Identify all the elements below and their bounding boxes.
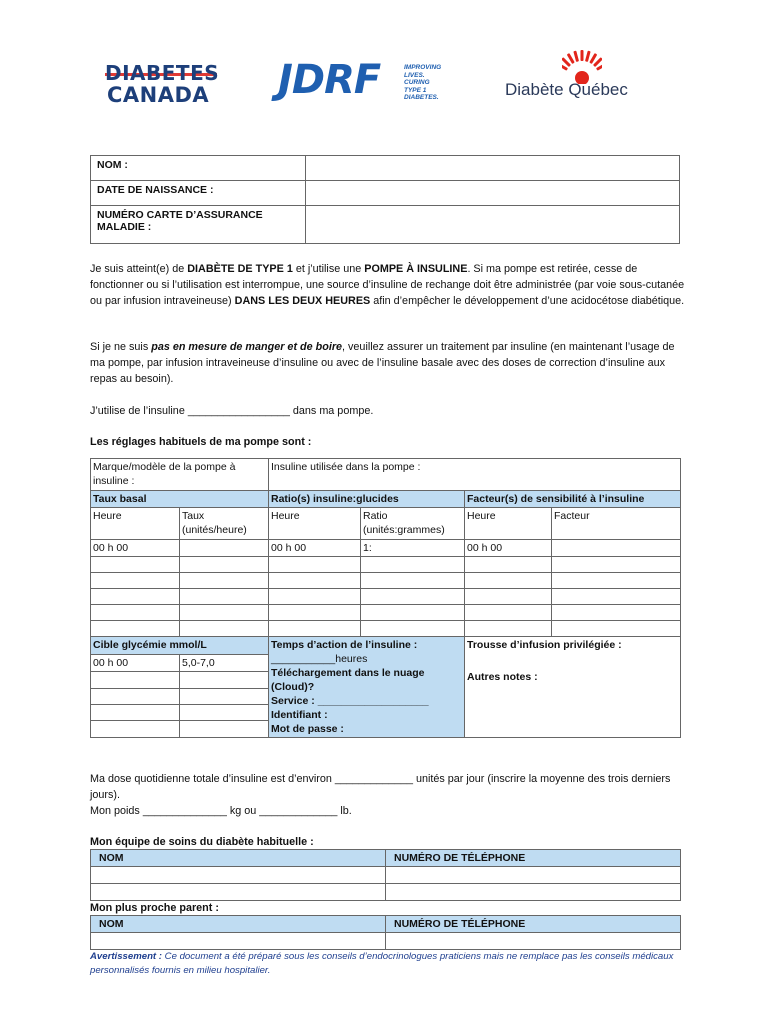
- jdrf-tagline: IMPROVING LIVES. CURING TYPE 1 DIABETES.: [404, 64, 442, 102]
- settings-heading: Les réglages habituels de ma pompe sont :: [90, 436, 312, 448]
- target-hour-cell[interactable]: [91, 721, 180, 738]
- sensitivity-hour-cell[interactable]: [465, 573, 552, 589]
- pump-settings-table: [90, 458, 681, 738]
- table-row: [91, 605, 681, 621]
- basal-hour-cell[interactable]: [91, 605, 180, 621]
- diabetes-canada-word-1: DIABETES: [105, 61, 220, 85]
- basal-hour-cell[interactable]: [91, 621, 180, 637]
- team-phone-cell[interactable]: [386, 884, 681, 901]
- treatment-paragraph: Si je ne suis pas en mesure de manger et de boire, veuillez assurer un traitement par insuline (en maintenant l’usage de ma pompe, par infusion intraveineuse d’insuline ou avec de l’insuline basale avec des doses de correction d’insuline aux repas au besoin).: [90, 341, 675, 385]
- ratio-value-cell[interactable]: [361, 605, 465, 621]
- team-name-cell[interactable]: [91, 867, 386, 884]
- warning-note: Avertissement : Ce document a été préparé sous les conseils d’endocrinologues praticiens mais ne remplace pas les conseils médicaux personnalisés fournis en milieu hospitalier.: [90, 951, 674, 976]
- ratio-hour-cell[interactable]: [269, 589, 361, 605]
- next-of-kin-table: [90, 915, 681, 950]
- dob-field[interactable]: [306, 181, 680, 206]
- target-value-cell[interactable]: [180, 688, 269, 704]
- basal-hour-cell[interactable]: [91, 573, 180, 589]
- pump-model-cell[interactable]: Marque/modèle de la pompe à insuline :: [91, 459, 269, 491]
- health-card-field[interactable]: [306, 206, 680, 244]
- ratio-value-cell[interactable]: [361, 589, 465, 605]
- factor-cell[interactable]: [552, 557, 681, 573]
- diabetes-canada-word-2: CANADA: [107, 83, 210, 107]
- kin-phone-cell[interactable]: [386, 933, 681, 950]
- team-phone-header: NUMÉRO DE TÉLÉPHONE: [386, 850, 681, 867]
- basal-rate-cell[interactable]: [180, 589, 269, 605]
- basal-hour-cell[interactable]: [91, 557, 180, 573]
- table-row: [91, 867, 681, 884]
- kin-name-header: NOM: [91, 916, 386, 933]
- intro-paragraph: Je suis atteint(e) de DIABÈTE DE TYPE 1 et j’utilise une POMPE À INSULINE. Si ma pompe est retirée, cesse de fonctionner ou si l’utilisation est interrompue, une source d’insuline de rechange doit être administrée (par voie sous-cutanée ou par infusion intraveineuse) DANS LES DEUX HEURES afin d’empêcher le développement d’une acidocétose diabétique.: [90, 263, 685, 307]
- name-label: NOM :: [91, 156, 306, 181]
- ratio-hour-cell[interactable]: [269, 605, 361, 621]
- ratio-hour-cell[interactable]: [269, 621, 361, 637]
- sensitivity-hour-cell[interactable]: [465, 557, 552, 573]
- table-row: [91, 573, 681, 589]
- factor-col-header: Facteur: [552, 508, 681, 540]
- name-field[interactable]: [306, 156, 680, 181]
- ratio-hour-cell[interactable]: 00 h 00: [269, 540, 361, 557]
- sensitivity-hour-cell[interactable]: [465, 621, 552, 637]
- target-value-cell[interactable]: [180, 672, 269, 688]
- sun-icon: [562, 48, 602, 84]
- factor-cell[interactable]: [552, 540, 681, 557]
- ratio-value-cell[interactable]: [361, 621, 465, 637]
- basal-hour-cell[interactable]: [91, 589, 180, 605]
- basal-rate-cell[interactable]: [180, 540, 269, 557]
- kin-phone-header: NUMÉRO DE TÉLÉPHONE: [386, 916, 681, 933]
- diabetes-canada-logo: [105, 62, 225, 108]
- table-row: [91, 557, 681, 573]
- sensitivity-hour-header: Heure: [465, 508, 552, 540]
- diabete-quebec-wordmark: Diabète Québec: [505, 80, 628, 99]
- team-name-cell[interactable]: [91, 884, 386, 901]
- care-team-table: [90, 849, 681, 901]
- care-team-heading: Mon équipe de soins du diabète habituelle :: [90, 836, 314, 848]
- team-name-header: NOM: [91, 850, 386, 867]
- insulin-type-line: J’utilise de l’insuline _________________ dans ma pompe.: [90, 405, 374, 417]
- ratio-hour-header: Heure: [269, 508, 361, 540]
- carb-ratio-header: Ratio(s) insuline:glucides: [269, 491, 465, 508]
- factor-cell[interactable]: [552, 621, 681, 637]
- table-row: [91, 589, 681, 605]
- notes-cell[interactable]: Trousse d’infusion privilégiée : Autres notes :: [465, 637, 681, 738]
- table-row: [91, 884, 681, 901]
- sensitivity-hour-cell[interactable]: 00 h 00: [465, 540, 552, 557]
- target-value-cell[interactable]: 5,0-7,0: [180, 654, 269, 672]
- ratio-hour-cell[interactable]: [269, 573, 361, 589]
- target-bg-header: Cible glycémie mmol/L: [91, 637, 269, 655]
- sensitivity-hour-cell[interactable]: [465, 605, 552, 621]
- target-hour-cell[interactable]: [91, 688, 180, 704]
- target-value-cell[interactable]: [180, 721, 269, 738]
- team-phone-cell[interactable]: [386, 867, 681, 884]
- ratio-value-cell[interactable]: 1:: [361, 540, 465, 557]
- ratio-value-cell[interactable]: [361, 573, 465, 589]
- table-row: [91, 621, 681, 637]
- basal-hour-header: Heure: [91, 508, 180, 540]
- sensitivity-hour-cell[interactable]: [465, 589, 552, 605]
- dob-label: DATE DE NAISSANCE :: [91, 181, 306, 206]
- next-of-kin-heading: Mon plus proche parent :: [90, 902, 219, 914]
- basal-hour-cell[interactable]: 00 h 00: [91, 540, 180, 557]
- basal-rate-col-header: Taux (unités/heure): [180, 508, 269, 540]
- identity-table: [90, 155, 680, 244]
- table-row: [91, 540, 681, 557]
- basal-rate-cell[interactable]: [180, 605, 269, 621]
- diabete-quebec-logo: [500, 48, 670, 108]
- health-card-label: NUMÉRO CARTE D’ASSURANCE MALADIE :: [91, 206, 306, 244]
- ratio-value-cell[interactable]: [361, 557, 465, 573]
- ratio-col-header: Ratio (unités:grammes): [361, 508, 465, 540]
- basal-rate-cell[interactable]: [180, 573, 269, 589]
- sensitivity-header: Facteur(s) de sensibilité à l’insuline: [465, 491, 681, 508]
- basal-rate-cell[interactable]: [180, 621, 269, 637]
- target-hour-cell[interactable]: 00 h 00: [91, 654, 180, 672]
- daily-dose-line: Ma dose quotidienne totale d’insuline est d’environ _____________ unités par jour (inscrire la moyenne des trois derniers jours).: [90, 773, 671, 801]
- insulin-used-cell[interactable]: Insuline utilisée dans la pompe :: [269, 459, 681, 491]
- table-row: [91, 933, 681, 950]
- target-value-cell[interactable]: [180, 705, 269, 721]
- target-hour-cell[interactable]: [91, 705, 180, 721]
- target-hour-cell[interactable]: [91, 672, 180, 688]
- weight-line: Mon poids ______________ kg ou _____________ lb.: [90, 805, 352, 817]
- factor-cell[interactable]: [552, 589, 681, 605]
- basal-rate-cell[interactable]: [180, 557, 269, 573]
- action-time-cell[interactable]: Temps d’action de l’insuline : ___________heures Téléchargement dans le nuage (Cloud)? Service : ___________________ Identifiant : Mot de passe :: [269, 637, 465, 738]
- factor-cell[interactable]: [552, 573, 681, 589]
- jdrf-wordmark: JDRF: [278, 57, 381, 103]
- kin-name-cell[interactable]: [91, 933, 386, 950]
- factor-cell[interactable]: [552, 605, 681, 621]
- ratio-hour-cell[interactable]: [269, 557, 361, 573]
- basal-rate-header: Taux basal: [91, 491, 269, 508]
- jdrf-logo: [278, 58, 458, 106]
